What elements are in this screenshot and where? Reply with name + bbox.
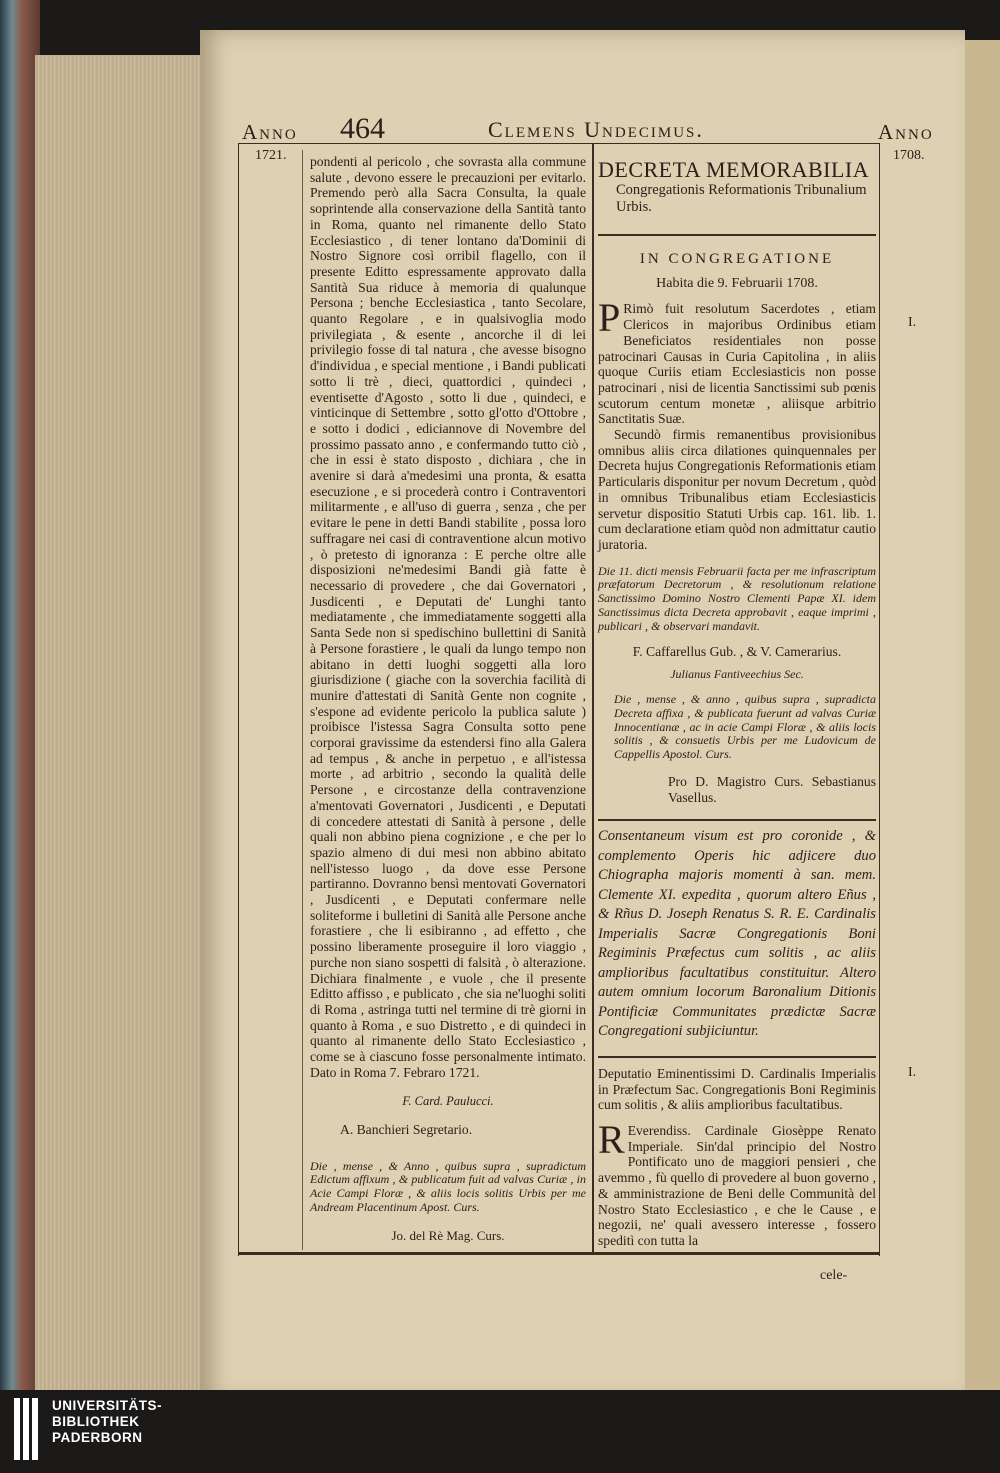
column-divider xyxy=(592,143,594,1255)
paragraph-1-text: Rimò fuit resolutum Sacerdotes , etiam Clericos in majoribus Ordinibus etiam Beneficiatos residentiales non posse patrocinari Causas in Curia Capitolina , in aliis quoque Curiis etiam Ecclesiasticis non posse patrocinari , nisi de licentia Sanctissimi sub pœnis scutorum centum monetæ , aliisque arbitrio Sanctitatis Suæ. xyxy=(598,301,876,427)
year-left: 1721. xyxy=(255,148,287,163)
title-rule xyxy=(598,234,876,236)
habita-date: Habita die 9. Februarii 1708. xyxy=(656,275,818,291)
library-logo-icon xyxy=(14,1398,44,1460)
paragraph-3-text: Everendiss. Cardinale Giosèppe Renato Imperiale. Sin'dal principio del Nostro Pontificato uno de maggiori pensieri , che avemmo , fù quello di provedere al buon governo , & amministrazione de Beni delle Communità del Nostro Stato Ecclesiastico , e che le Cause , e negozii, ne' quali avessero interesse , fossero speditì con tutta la xyxy=(598,1123,876,1248)
logo-line-3: PADERBORN xyxy=(52,1430,143,1445)
paragraph-1 xyxy=(598,295,876,427)
drop-cap-r: R xyxy=(598,1117,625,1163)
margin-numeral-1: I. xyxy=(908,315,917,330)
library-logo-text xyxy=(52,1398,162,1446)
signature-paulucci: F. Card. Paulucci. xyxy=(402,1094,494,1109)
anno-right: Anno xyxy=(878,120,934,144)
catchword: cele- xyxy=(820,1268,848,1283)
right-column xyxy=(598,154,876,1249)
affixion-note: Die , mense , & Anno , quibus supra , supradictum Edictum affixum , & publicatum fuit ad valvas Curiæ , in Acie Campi Floræ , & aliis locis solitis Urbis per me Andream Placentinum Apost. Curs. xyxy=(310,1158,586,1214)
section-rule-2 xyxy=(598,1056,876,1058)
section-rule xyxy=(598,819,876,821)
left-body: pondenti al pericolo , che sovrasta alla commune salute , devono essere le precauzioni per evitarlo. Premendo però alla Sacra Consulta, la quale soprintende alla conservazione della Santità tanto in Roma, quanto nel rimanente dello Stato Ecclesiastico , di tener lontano da'Dominii di Nostro Signore così orribil flagello, con il presente Editto espressamente approvato dalla Santità Sua riduce à memoria di qualunque Persona ; benche Ecclesiastica , tanto Secolare, quanto Regolare , e in qualsivoglia modo privilegiata , & esente , ancorche il di lei privilegio fosse di tal natura , che avesse bisogno d'individua , e special mentione , i Bandi publicati sotto li trè , dieci, quattordici , quindeci , eventisette d'Agosto , sotto li due , quindeci, e vinticinque di Settembre , sotto gl'otto d'Ottobre , e sotto i dodici , ediciannove di Novembre del prossimo passato anno , e confermando tutto ciò , che in essi è stato disposto , dichiara , che in avenire si darà a'medesimi una pronta, & esatta esecuzione , e si procederà contro i Contraventori militarmente , e all'uso di guerra , senza , che per evitare le pene in detti Bandi stabilite , possa loro suffragare nei casi di contraventione alcun motivo , ò pretesto di ignoranza : E perche oltre alle disposizioni ne'medesimi Bandi già fatte è necessario di provedere , che dai Governatori , Jusdicenti , e Deputati de' Lunghi tanto mediatamente , che immediatamente soggetti alla Santa Sede non si spedischino bullettini di Sanità à Persone forastiere , le quali da lungo tempo non abitano in detti luoghi soggetti alla loro giurisdizione ( giache con la soverchia facilità di munire d'attestati di Sanità Gente non cognite , s'espone ad evidente pericolo la publica salute ) proibisce l'istessa Sagra Consulta sotto pene corporai gravissime da estendersi fino alla Galera ad tempus , & anche in perpetuo , e all'istessa morte , ad arbitrio , secondo la qualità delle Persone , e circostanze della contravenzione a'mentovati Governatori , Jusdicenti , e Deputati di concedere attestati di Sanità à persone , delle quali non abbino piena cognizione , e che per lo spazio almeno di dui mesi non abbino abitato nell'istesso luogo , da dove esse Persone partiranno. Dovranno bensì mentovati Governatori , Jusdicenti , e Deputati confermare nelle soliteforme i bulletini di Sanità alle Persone anche forastiere , che li esibiranno , ad effetto , che possino liberamente proseguire il loro viaggio , purche non siano sospetti di falsità , ò alterazione. Dichiara finalmente , e vuole , che il presente Editto affisso , e publicato , che sia ne'luoghi soliti di Roma , astringa tutti nel termine di trè giorni in quanto à Roma , e suo Distretto , e di quindeci in quanto al rimanente dello Stato Ecclesiastico , come se à ciascuno fosse personalmente intimato. Dato in Roma 7. Febraro 1721. xyxy=(310,154,586,1080)
margin-numeral-2: I. xyxy=(908,1065,917,1080)
paragraph-2: Secundò firmis remanentibus provisionibus omnibus aliis circa dilationes quinquennales per Decreta hujus Congregationis Reformationis etiam Particularis disponitur per novum Decretum , quòd in omnibus Tribunalibus etiam Ecclesiasticis servetur dispositio Statuti Urbis cap. 161. lib. 1. cum declaratione etiam quòd non admittatur cautio juratoria. xyxy=(598,427,876,552)
inner-margin-rule xyxy=(302,150,303,1250)
section-heading: IN CONGREGATIONE xyxy=(639,251,835,267)
signature-fantiveechius: Julianus Fantiveechius Sec. xyxy=(670,667,804,682)
paragraph-3 xyxy=(598,1117,876,1249)
signature-del-re: Jo. del Rè Mag. Curs. xyxy=(391,1228,505,1244)
decreta-subtitle: Congregationis Reformationis Tribunalium Urbis. xyxy=(616,182,867,215)
logo-line-1: UNIVERSITÄTS- xyxy=(52,1398,163,1413)
bottom-rule xyxy=(238,1252,880,1255)
year-right: 1708. xyxy=(893,148,925,163)
decreta-title: DECRETA MEMORABILIA xyxy=(598,157,870,182)
left-column xyxy=(310,154,586,1244)
chirograph-introduction: Consentaneum visum est pro coronide , & complemento Operis hic adjicere duo Chiographa majoris momenti à san. mem. Clemente XI. expedita , quorum altero Eñus , & Rñus D. Joseph Renatus S. R. E. Cardinalis Imperialis Sacræ Congregationis Boni Regiminis Præfectus cum solitis , ac aliis amplioribus facultatibus constituitur. Altero autem omnium locorum Baronalium Ditionis Pontificiæ Communitates prædictæ Sacræ Congregationi subjiciuntur. xyxy=(598,828,876,1040)
facing-page-edge xyxy=(960,40,1000,1390)
page-edges xyxy=(35,55,212,1395)
book-spine xyxy=(0,0,40,1390)
signature-caffarellus: F. Caffarellus Gub. , & V. Camerarius. xyxy=(632,643,842,659)
signature-banchieri: A. Banchieri Segretario. xyxy=(340,1122,473,1138)
drop-cap-p: P xyxy=(598,295,621,341)
approval-note: Die 11. dicti mensis Februarii facta per me infrascriptum præfatorum Decretorum , & resolutionum relatione Sanctissimo Domino Nostro Clementi Papæ XI. idem Sanctissimus dicta Decreta approbavit , eaque imprimi , publicari , & observari mandavit. xyxy=(598,563,876,633)
page-number: 464 xyxy=(340,112,385,145)
publication-note: Die , mense , & anno , quibus supra , supradicta Decreta affixa , & publicata fuerunt ad valvas Curiæ Innocentianæ , ac in acie Campi Floræ , & aliis locis solitis , & consuetis Urbis per me Ludovicum de Cappellis Apostol. Curs. xyxy=(614,692,876,762)
running-head: Clemens Undecimus. xyxy=(488,117,704,142)
logo-line-2: BIBLIOTHEK xyxy=(52,1414,140,1429)
deputatio-heading: Deputatio Eminentissimi D. Cardinalis Imperialis in Præfectum Sac. Congregationis Boni Regiminis cum solitis , & aliis amplioribus facultatibus. xyxy=(598,1065,876,1113)
signature-vasellus: Pro D. Magistro Curs. Sebastianus Vasellus. xyxy=(668,774,876,805)
anno-left: Anno xyxy=(242,120,298,144)
